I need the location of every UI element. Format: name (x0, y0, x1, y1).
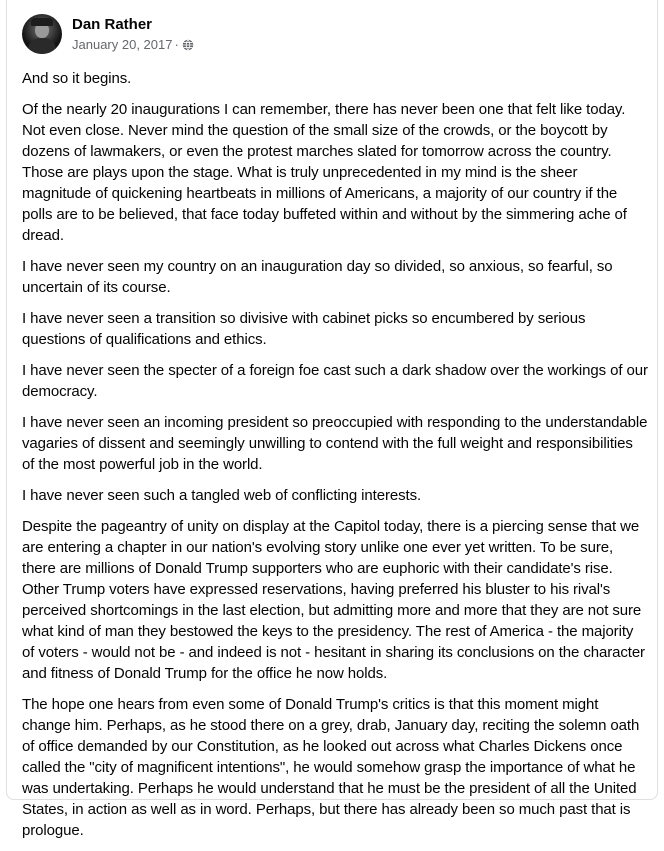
post-paragraph: I have never seen the specter of a foreign foe cast such a dark shadow over the workings of our democracy. (22, 362, 648, 400)
post-subline (72, 36, 194, 53)
post-date[interactable]: January 20, 2017 (72, 37, 173, 52)
post-paragraph: I have never seen my country on an inauguration day so divided, so anxious, so fearful, so uncertain of its course. (22, 258, 613, 296)
author-name[interactable]: Dan Rather (72, 16, 153, 33)
post-paragraph: Of the nearly 20 inaugurations I can remember, there has never been one that felt like today. Not even close. Never mind the question of the small size of the crowds, or the boycott by dozens of lawmakers, or even the protest marches slated for tomorrow across the country. Those are plays upon the stage. What is truly unprecedented in my mind is the sheer magnitude of quickening heartbeats in millions of Americans, a majority of our country if the polls are to be believed, that face today buffeted within and without by the simmering ache of dread. (22, 101, 627, 244)
post-paragraph: The hope one hears from even some of Donald Trump's critics is that this moment might change him. Perhaps, as he stood there on a grey, drab, January day, reciting the solemn oath of office demanded by our Constitution, as he looked out across what Charles Dickens once called the "city of magnificent intentions", he would somehow grasp the importance of what he was undertaking. Perhaps he would understand that he must be the president of all the United States, in action as well as in word. Perhaps, but there has already been so much past that is prologue. (22, 696, 640, 839)
post-paragraph: And so it begins. (22, 70, 132, 87)
post-card (6, 0, 658, 839)
post-paragraph: I have never seen an incoming president so preoccupied with responding to the understandable vagaries of dissent and seemingly unwilling to contend with the full weight and responsibilities of the most powerful job in the world. (22, 414, 648, 473)
post-meta (72, 15, 194, 53)
post-header (22, 13, 194, 55)
post-body (22, 68, 648, 851)
post-paragraph: I have never seen a transition so divisive with cabinet picks so encumbered by serious questions of qualifications and ethics. (22, 310, 586, 348)
author-avatar[interactable] (22, 14, 62, 54)
post-paragraph: I have never seen such a tangled web of conflicting interests. (22, 487, 422, 504)
separator-dot: · (174, 37, 179, 52)
post-paragraph: Despite the pageantry of unity on display at the Capitol today, there is a piercing sense that we are entering a chapter in our nation's evolving story unlike one ever yet written. To be sure, there are millions of Donald Trump supporters who are euphoric with their candidate's rise. Other Trump voters have expressed reservations, having preferred his bluster to his rival's perceived shortcomings in the last election, but admitting more and more that they are not sure what kind of man they bestowed the keys to the presidency. The rest of America - the majority of voters - would not be - and indeed is not - hesitant in sharing its conclusions on the character and fitness of Donald Trump for the office he now holds. (22, 518, 645, 682)
globe-icon[interactable] (182, 39, 194, 51)
